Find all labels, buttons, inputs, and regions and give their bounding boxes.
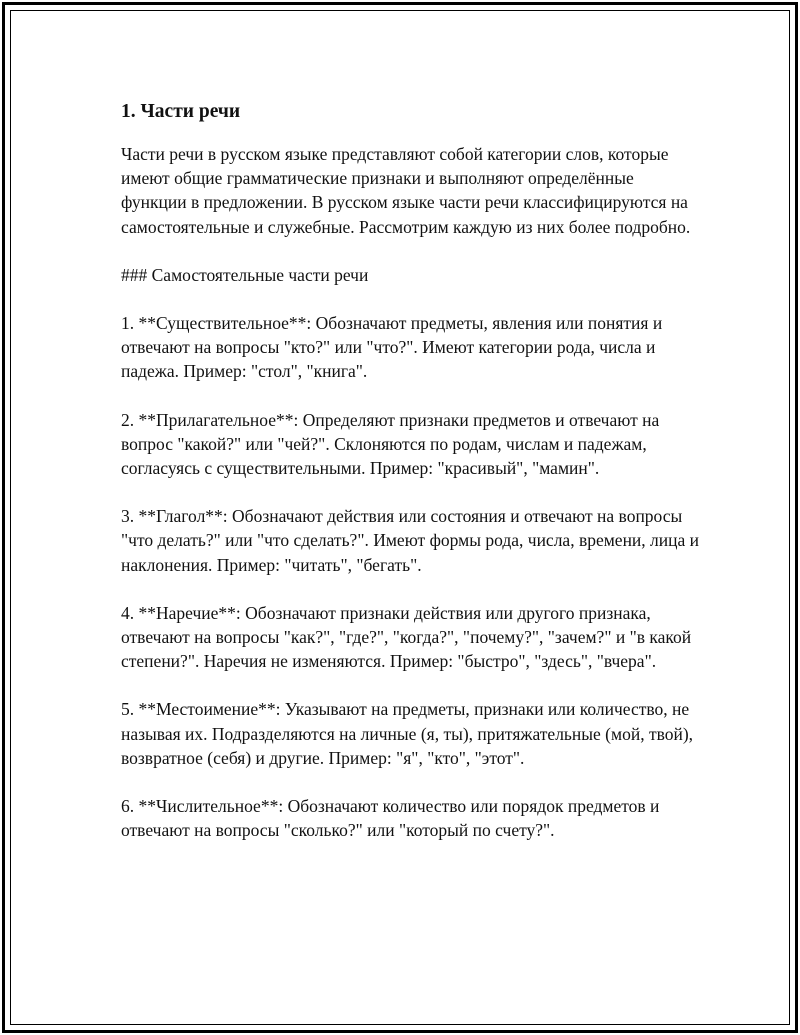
list-item-verb: 3. **Глагол**: Обозначают действия или состояния и отвечают на вопросы "что делать?" или "что сделать?". Имеют формы рода, числа, времени, лица и наклонения. Пример: "читать", "бегать". [121, 506, 700, 575]
document-content [121, 99, 701, 866]
page-frame [2, 2, 798, 1033]
intro-paragraph: Части речи в русском языке представляют собой категории слов, которые имеют общие грамматические признаки и выполняют определённые функции в предложении. В русском языке части речи классифицируются на самостоятельные и служебные. Рассмотрим каждую из них более подробно. [121, 144, 691, 237]
section-heading: 1. Части речи [121, 101, 241, 122]
list-item-pronoun: 5. **Местоимение**: Указывают на предметы, признаки или количество, не называя их. Подразделяются на личные (я, ты), притяжательные (мой, твой), возвратное (себя) и другие. Пример: "я", "кто", "этот". [121, 699, 694, 768]
list-item-adjective: 2. **Прилагательное**: Определяют признаки предметов и отвечают на вопрос "какой?" или "чей?". Склоняются по родам, числам и падежам, согласуясь с существительными. Пример: "красивый", "мамин". [121, 409, 660, 479]
subheading: ### Самостоятельные части речи [121, 264, 369, 285]
list-item-noun: 1. **Существительное**: Обозначают предметы, явления или понятия и отвечают на вопросы "кто?" или "что?". Имеют категории рода, числа и падежа. Пример: "стол", "книга". [121, 313, 663, 382]
list-item-adverb: 4. **Наречие**: Обозначают признаки действия или другого признака, отвечают на вопросы "как?", "где?", "когда?", "почему?", "зачем?" и "в какой степени?". Наречия не изменяются. Пример: "быстро", "здесь", "вчера". [121, 602, 692, 672]
list-item-numeral: 6. **Числительное**: Обозначают количество или порядок предметов и отвечают на вопросы "сколько?" или "который по счету?". [121, 796, 660, 841]
